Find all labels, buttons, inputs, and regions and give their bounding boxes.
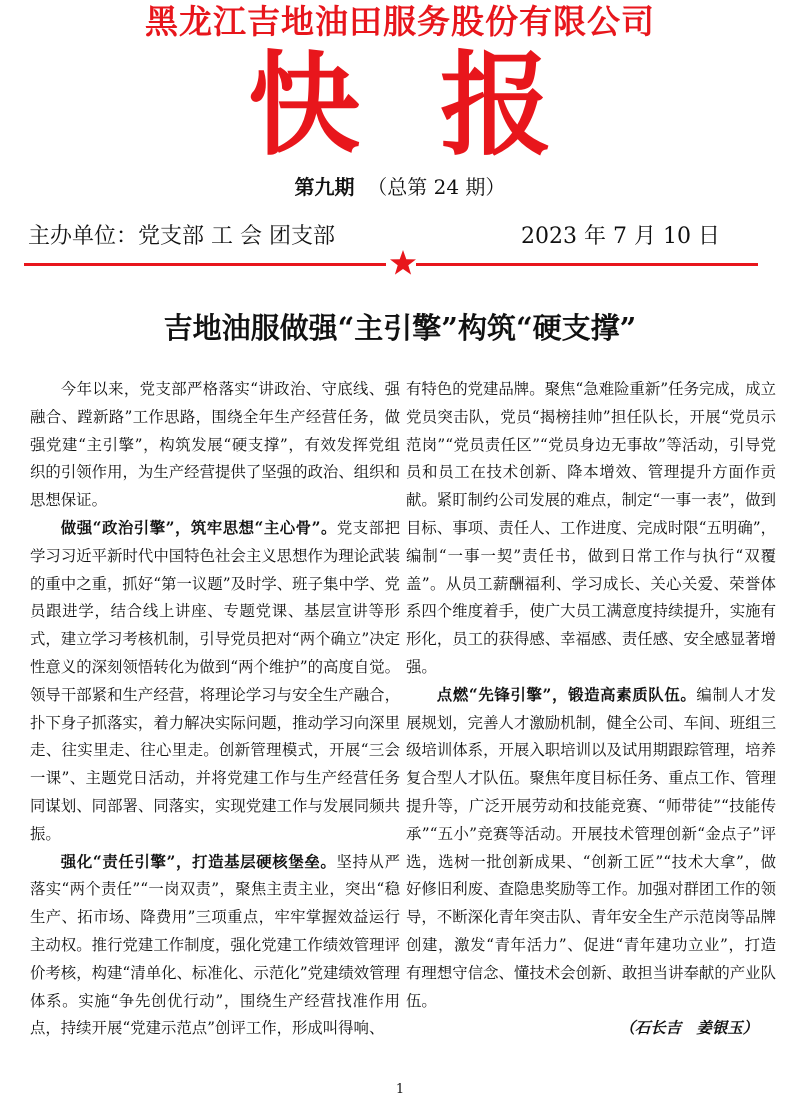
star-icon: [389, 249, 417, 277]
issue-total: （总第 24 期）: [367, 175, 506, 199]
paragraph-responsibility-continued: 有特色的党建品牌。聚焦“急难险重新”任务完成，成立党员突击队，党员“揭榜挂帅”担任队长，开展“党员示范岗”“党员责任区”“党员身边无事故”等活动，引导党员和员工在技术创新、降本增效、管理提升方面作贡献。紧盯制约公司发展的难点，制定“一事一表”，做到目标、事项、责任人、工作进度、完成时限“五明确”，编制“一事一契”责任书，做到日常工作与执行“双覆盖”。从员工薪酬福利、学习成长、关心关爱、荣誉体系四个维度着手，使广大员工满意度持续提升，实施有形化，员工的获得感、幸福感、责任感、安全感显著增强。: [406, 380, 776, 676]
divider-right: [416, 263, 758, 266]
divider-left: [24, 263, 386, 266]
article-column-left: [30, 376, 400, 1043]
issue-number: [0, 174, 800, 200]
issue-main: 第九期: [294, 175, 355, 199]
article-authors: （石长吉 姜银玉）: [619, 1019, 758, 1038]
organization-name: 黑龙江吉地油田服务股份有限公司: [145, 2, 655, 41]
sponsor-line: 主办单位：党支部 工 会 团支部: [28, 224, 335, 249]
page-number: 1: [395, 1082, 405, 1097]
paragraph-intro: 今年以来，党支部严格落实“讲政治、守底线、强融合、蹚新路”工作思路，围绕全年生产经营任务，做强党建“主引擎”，构筑发展“硬支撑”，有效发挥党组织的引领作用，为生产经营提供了坚强的政治、组织和思想保证。: [30, 380, 400, 510]
masthead-title: 快报: [248, 40, 632, 171]
section-lead-pioneer: 点燃“先锋引擎”，锻造高素质队伍。: [436, 685, 697, 704]
paragraph-pioneer-engine: 点燃“先锋引擎”，锻造高素质队伍。编制人才发展规划，完善人才激励机制，健全公司、车间、班组三级培训体系，开展入职培训以及试用期跟踪管理，培养复合型人才队伍。聚焦年度目标任务、重点工作、管理提升等，广泛开展劳动和技能竞赛、“师带徒”“技能传承”“五小”竞赛等活动。开展技术管理创新“金点子”评选，选树一批创新成果、“创新工匠”“技术大拿”，做好修旧利废、查隐患奖励等工作。加强对群团工作的领导，不断深化青年突击队、青年安全生产示范岗等品牌创建，激发“青年活力”、促进“青年建功立业”，打造有理想守信念、懂技术会创新、敢担当讲奉献的产业队伍。: [406, 685, 776, 1010]
article-headline: 吉地油服做强“主引擎”构筑“硬支撑”: [163, 311, 637, 345]
section-lead-political: 做强“政治引擎”，筑牢思想“主心骨”。: [60, 518, 337, 537]
issue-date: 2023 年 7 月 10 日: [521, 224, 720, 249]
paragraph-responsibility-engine: 强化“责任引擎”，打造基层硬核堡垒。坚持从严落实“两个责任”“一岗双责”，聚焦主责主业，突出“稳生产、拓市场、降费用”三项重点，牢牢掌握效益运行主动权。推行党建工作制度，强化党建工作绩效管理评价考核，构建“清单化、标准化、示范化”党建绩效管理体系。实施“争先创优行动”，围绕生产经营找准作用点，持续开展“党建示范点”创评工作，形成叫得响、: [30, 852, 400, 1038]
article-column-right: [406, 376, 776, 1043]
paragraph-political-engine: 做强“政治引擎”，筑牢思想“主心骨”。党支部把学习习近平新时代中国特色社会主义思想作为理论武装的重中之重，抓好“第一议题”及时学、班子集中学、党员跟进学，结合线上讲座、专题党课、基层宣讲等形式，建立学习考核机制，引导党员把对“两个确立”决定性意义的深刻领悟转化为做到“两个维护”的高度自觉。领导干部紧和生产经营，将理论学习与安全生产融合，扑下身子抓落实，着力解决实际问题，推动学习向深里走、往实里走、往心里走。创新管理模式，开展“三会一课”、主题党日活动，并将党建工作与生产经营任务同谋划、同部署、同落实，实现党建工作与发展同频共振。: [30, 518, 400, 843]
section-lead-responsibility: 强化“责任引擎”，打造基层硬核堡垒。: [60, 852, 337, 871]
